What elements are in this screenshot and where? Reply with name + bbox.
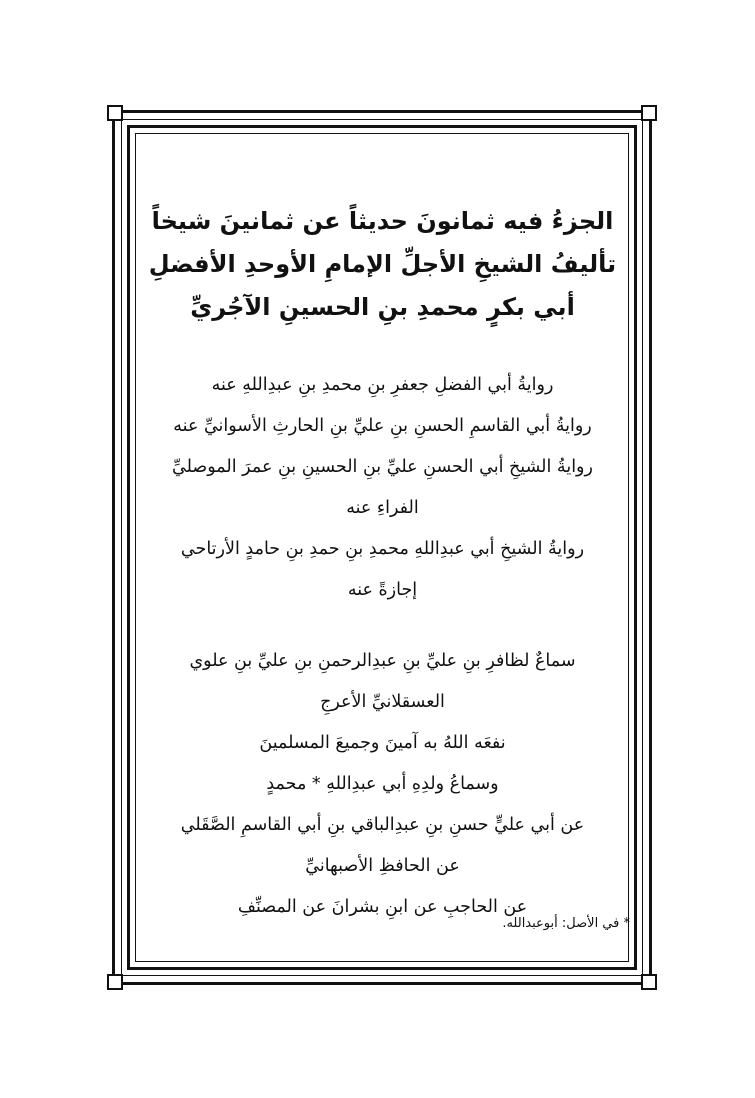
samaa-block xyxy=(140,641,625,928)
riwaya-line: روايةُ الشيخِ أبي الحسنِ عليِّ بنِ الحسينِ بنِ عمرَ الموصليِّ xyxy=(172,457,593,477)
riwaya-block xyxy=(140,365,625,611)
samaa-line: العسقلانيِّ الأعرجِ xyxy=(320,692,445,712)
riwaya-line: الفراءِ عنه xyxy=(346,498,419,518)
samaa-line: عن الحاجبِ عن ابنِ بشرانَ عن المصنِّفِ xyxy=(237,897,528,917)
author-name-line: أبي بكرٍ محمدِ بنِ الحسينِ الآجُريِّ xyxy=(190,293,575,321)
footnote: * في الأصل: أبوعبدالله. xyxy=(502,916,630,931)
title-page-content xyxy=(140,200,625,928)
title-block xyxy=(140,200,625,329)
samaa-line: نفعَه اللهُ به آمينَ وجميعَ المسلمينَ xyxy=(259,733,506,753)
samaa-line: عن أبي عليٍّ حسنِ بنِ عبدِالباقي بنِ أبي القاسمِ الصَّقَلي xyxy=(180,815,585,835)
border-corner-bottom-right xyxy=(641,974,657,990)
author-line: تأليفُ الشيخِ الأجلِّ الإمامِ الأوحدِ الأفضلِ xyxy=(148,250,617,278)
riwaya-line: روايةُ أبي الفضلِ جعفرِ بنِ محمدِ بنِ عبدِاللهِ عنه xyxy=(211,375,554,395)
riwaya-line: إجازةً عنه xyxy=(347,580,418,600)
border-corner-bottom-left xyxy=(107,974,123,990)
riwaya-line: روايةُ أبي القاسمِ الحسنِ بنِ عليِّ بنِ الحارثِ الأسوانيِّ عنه xyxy=(173,416,592,436)
riwaya-line: روايةُ الشيخِ أبي عبدِاللهِ محمدِ بنِ حمدِ بنِ حامدٍ الأرتاحي xyxy=(180,539,585,559)
samaa-line: وسماعُ ولدِهِ أبي عبدِاللهِ * محمدٍ xyxy=(266,774,499,794)
samaa-line: سماعٌ لظافرِ بنِ عليِّ بنِ عبدِالرحمنِ بنِ عليِّ بنِ علوي xyxy=(189,651,576,671)
title-line: الجزءُ فيه ثمانونَ حديثاً عن ثمانينَ شيخاً xyxy=(151,207,614,235)
border-corner-top-right xyxy=(641,105,657,121)
samaa-line: عن الحافظِ الأصبهانيِّ xyxy=(305,856,460,876)
